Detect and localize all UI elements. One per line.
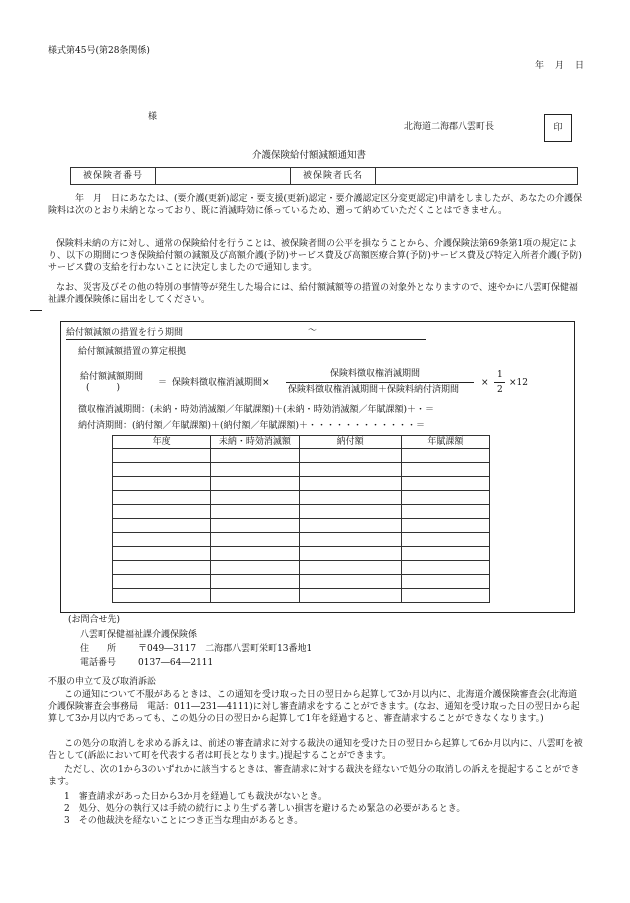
insured-number-label: 被保険者番号 — [71, 168, 156, 185]
formula-lhs-bottom: ( ) — [86, 383, 121, 393]
table-cell — [299, 589, 401, 603]
table-cell — [401, 449, 489, 463]
table-cell — [401, 533, 489, 547]
table-cell — [113, 477, 211, 491]
formula-lhs-top: 給付額減額期間 — [80, 372, 144, 382]
table-row — [113, 505, 490, 519]
table-row — [113, 561, 490, 575]
table-cell — [211, 505, 299, 519]
col-header-paid: 納付額 — [299, 436, 401, 449]
formula-times-12: ×12 — [509, 378, 528, 388]
collection-right-line: 徴収権消滅期間：(未納・時効消滅額／年賦課額)＋(未納・時効消滅額／年賦課額)＋・＝ — [78, 405, 435, 415]
appeal-paragraph-2: この処分の取消しを求める訴えは、前述の審査請求に対する裁決の通知を受けた日の翌日から起算して6か月以内に、八雲町を被告として(訴訟において町を代表する者は町長となります。)提起することができます。 — [48, 739, 583, 762]
table-row — [113, 449, 490, 463]
table-row — [113, 491, 490, 505]
appeal-paragraph-1: この通知について不服があるときは、この通知を受け取った日の翌日から起算して3か月以内に、北海道介護保険審査会(北海道介護保険審査会事務局 電話：011―231―4111)に対し審査請求をすることができます。(なお、通知を受け取った日の翌日から起算して3か月以内であっても、この処分の日の翌日から起算して1年を経過すると、審査請求することができなくなります。) — [48, 690, 580, 725]
table-cell — [211, 449, 299, 463]
margin-mark — [30, 310, 42, 311]
table-cell — [113, 463, 211, 477]
table-row — [113, 589, 490, 603]
body-paragraph-1: 年 月 日にあなたは、(要介護(更新)認定・要支援(更新)認定・要介護認定区分変更認定)申請をしましたが、あなたの介護保険料は次のとおり未納となっており、既に消滅時効に係っているため、遡って納めていただくことはできません。 — [48, 194, 583, 217]
body-paragraph-2: 保険料未納の方に対し、通常の保険給付を行うことは、被保険者間の公平を損なうことから、介護保険法第69条第1項の規定により、以下の期間につき保険給付額の減額及び高額介護(予防)サービス費及び高額医療合算(予防)サービス費及び特定入所者介護(予防)サービス費の支給を行わないことに決定しましたので通知します。 — [48, 239, 582, 274]
table-cell — [299, 519, 401, 533]
appeal-item-1: 1 審査請求があった日から3か月を経過しても裁決がないとき。 — [64, 792, 328, 802]
formula-equals: ＝ — [158, 378, 168, 388]
seal-label: 印 — [553, 123, 563, 133]
payment-table — [112, 435, 490, 603]
period-tilde: 〜 — [308, 326, 318, 336]
formula-fraction-bar — [286, 382, 474, 383]
appeal-paragraph-3: ただし、次の1から3のいずれかに該当するときは、審査請求に対する裁決を経ないで処分の取消しの訴えを提起することができます。 — [48, 765, 580, 788]
table-cell — [113, 547, 211, 561]
table-cell — [113, 505, 211, 519]
table-cell — [401, 561, 489, 575]
appeal-heading: 不服の申立て及び取消訴訟 — [48, 677, 157, 687]
table-cell — [113, 575, 211, 589]
table-cell — [299, 463, 401, 477]
table-cell — [299, 561, 401, 575]
table-cell — [113, 449, 211, 463]
formula-half-bar — [494, 382, 505, 383]
table-cell — [401, 491, 489, 505]
table-cell — [211, 533, 299, 547]
table-row — [113, 547, 490, 561]
table-row — [113, 533, 490, 547]
body-paragraph-3: なお、災害及びその他の特別の事情等が発生した場合には、給付額減額等の措置の対象外となりますので、速やかに八雲町保健福祉課介護保険係に届出をしてください。 — [48, 283, 578, 306]
col-header-unpaid: 未納・時効消滅額 — [211, 436, 299, 449]
period-underline — [66, 339, 426, 340]
table-cell — [299, 505, 401, 519]
table-cell — [211, 519, 299, 533]
table-row — [113, 477, 490, 491]
contact-phone: 0137―64―2111 — [138, 658, 214, 668]
insured-number-value — [156, 168, 291, 185]
table-cell — [299, 533, 401, 547]
table-row — [113, 519, 490, 533]
appeal-item-3: 3 その他裁決を経ないことにつき正当な理由があるとき。 — [64, 816, 304, 826]
date-line: 年 月 日 — [535, 61, 586, 71]
table-row — [113, 463, 490, 477]
table-cell — [299, 449, 401, 463]
table-cell — [211, 589, 299, 603]
table-cell — [211, 477, 299, 491]
table-cell — [401, 547, 489, 561]
id-table — [70, 167, 578, 185]
table-cell — [299, 575, 401, 589]
table-cell — [113, 561, 211, 575]
table-cell — [401, 575, 489, 589]
table-cell — [113, 491, 211, 505]
form-number: 様式第45号(第28条関係) — [48, 46, 150, 56]
table-cell — [299, 547, 401, 561]
contact-dept: 八雲町保健福祉課介護保険係 — [80, 630, 198, 640]
table-cell — [211, 463, 299, 477]
table-cell — [211, 561, 299, 575]
formula-half-denominator: 2 — [497, 385, 503, 395]
formula-fraction-denominator: 保険料徴収権消滅期間＋保険料納付済期間 — [288, 385, 460, 395]
appeal-item-2: 2 処分、処分の執行又は手続の続行により生ずる著しい損害を避けるため緊急の必要があるとき。 — [64, 804, 466, 814]
contact-phone-label: 電話番号 — [80, 658, 117, 668]
contact-address: 〒049―3117 二海郡八雲町栄町13番地1 — [138, 644, 313, 654]
table-cell — [211, 547, 299, 561]
insured-name-value — [376, 168, 578, 185]
table-cell — [113, 533, 211, 547]
contact-address-label: 住 所 — [80, 644, 117, 654]
formula-fraction-numerator: 保険料徴収権消滅期間 — [330, 369, 421, 379]
table-cell — [401, 505, 489, 519]
table-cell — [113, 589, 211, 603]
issuer-name: 北海道二海郡八雲町長 — [404, 122, 495, 132]
payment-table-body — [113, 449, 490, 603]
formula-term1: 保険料徴収権消滅期間× — [172, 378, 270, 388]
period-label: 給付額減額の措置を行う期間 — [66, 328, 184, 338]
paid-period-line: 納付済期間：(納付額／年賦課額)＋(納付額／年賦課額)＋・・・・・・・・・・・・＝ — [78, 421, 426, 431]
table-cell — [401, 477, 489, 491]
insured-name-label: 被保険者氏名 — [291, 168, 376, 185]
table-cell — [401, 519, 489, 533]
formula-half-numerator: 1 — [497, 370, 503, 380]
table-cell — [299, 491, 401, 505]
table-cell — [211, 491, 299, 505]
table-cell — [401, 463, 489, 477]
col-header-annual: 年賦課額 — [401, 436, 489, 449]
table-cell — [211, 575, 299, 589]
table-row — [113, 575, 490, 589]
table-cell — [401, 589, 489, 603]
calc-basis: 給付額減額措置の算定根拠 — [78, 347, 187, 357]
table-cell — [113, 519, 211, 533]
table-cell — [299, 477, 401, 491]
contact-heading: (お問合せ先) — [68, 615, 121, 625]
addressee-suffix: 様 — [148, 112, 158, 122]
document-title: 介護保険給付額減額通知書 — [252, 150, 367, 161]
seal-box — [544, 114, 572, 142]
col-header-year: 年度 — [113, 436, 211, 449]
formula-times: × — [481, 378, 489, 388]
